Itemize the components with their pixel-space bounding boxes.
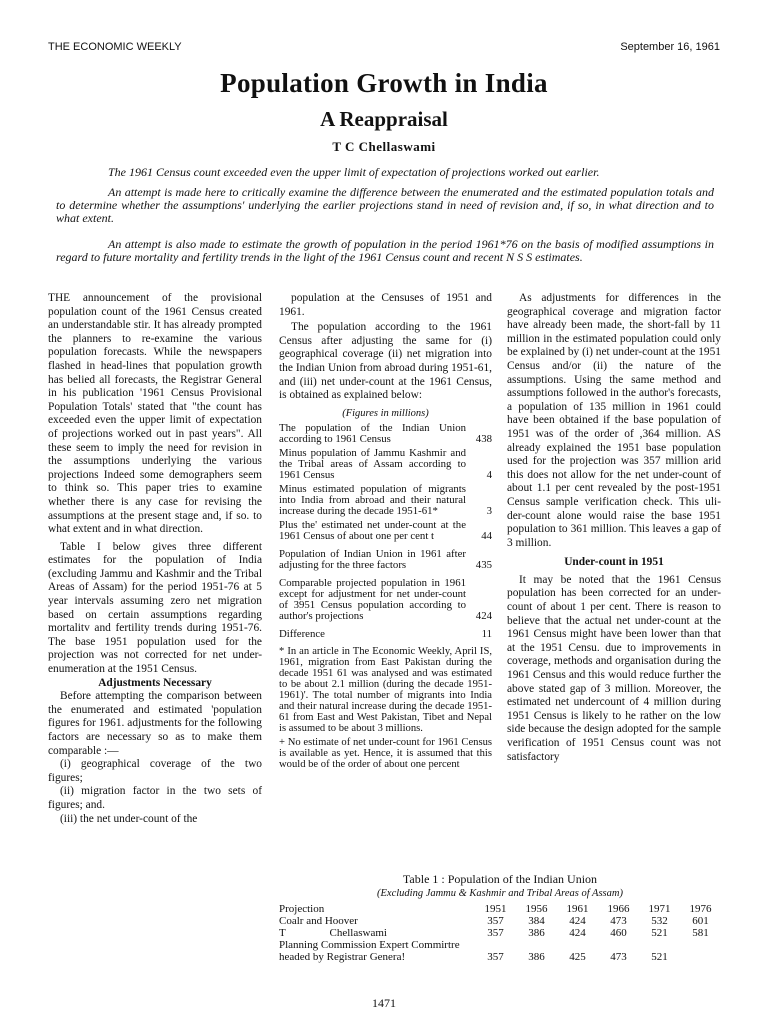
figure-label: Minus population of Jammu Kashmir and the Tribal areas of Assam according to 1961 Census [279, 447, 466, 482]
figure-label: Comparable projected population in 1961 except for adjustment for net under-count of 3951 Census population according to author's projections [279, 577, 466, 623]
journal-name: THE ECONOMIC WEEKLY [48, 41, 182, 53]
table-header-cell: 1951 [484, 903, 507, 915]
figures-caption: (Figures in millions) [342, 407, 429, 419]
figure-value: 3 [486, 505, 492, 518]
table-row-label: Planning Commission Expert Commirtre headed by Registrar Genera! [279, 939, 463, 963]
table-cell: 473 [610, 951, 627, 963]
figures-list [279, 423, 492, 640]
abstract-paragraph-2: An attempt is made here to critically examine the difference between the enumerated and the estimated population totals and to determine whether the assumptions' underlying the earlier projections stand in need of revision and, if so, in what direction and to what extent. [56, 185, 714, 225]
figure-row [279, 448, 492, 481]
body-paragraph: population at the Censuses of 1951 and 1961. [279, 292, 492, 318]
population-table [279, 903, 721, 963]
body-paragraph: THE announcement of the provisional population count of the 1961 Census created an understandable stir. It has already prompted the planners to re-examine the various population forecasts. While the newspapers flashed in head-lines that population growth has belied all forecasts, the Registrar General in his publication '1961 Census Provisional Population Totals' stated that "the count has exceeded even the upper limit of expectation of projections worked out in past years". All these seem to imply the need for revision in the assumptions underlying the various projections Indeed some demographers seem to think so. This paper tries to examine whether there is any case for revising the assumptions at the present stage and, if so. to what extent and in what direction. [48, 292, 262, 536]
table-header-cell: Projection [279, 903, 325, 915]
table-cell: 357 [487, 915, 504, 927]
table-cell: 357 [487, 927, 504, 939]
table-cell: 425 [569, 951, 586, 963]
body-paragraph: Table I below gives three different estimates for the population of India (excluding Jammu and Kashmir and the Tribal Areas of Assam) for the period 1951-76 at 5 year intervals assuming zero net migration based on certain assumptions regarding mortalitv and fertility trends during 1951-76. The base 1951 population used for the projection was not corrected for net under-enumeration at the 1951 Census. [48, 540, 262, 676]
body-paragraph: As adjustments for differences in the geographical coverage and migration factor have already been made, the short-fall by 11 million in the estimated population could only be explained by (i) net under-count at the 1951 Census and/or (ii) the nature of the assumptions. Using the same method and assumptions followed in the author's forecasts, a population of 135 million in 1961 could have been obtained if the base population of 1951 was of the order of ,364 million. AS already explained the 1951 base population used for the projection was 357 million arid this does not allow for the net under-count of about 1.1 per cent revealed by the post-1951 Census sample verification check. This uli-der-count alone would raise the base 1951 population to 361 million. This leaves a gap of 3 million. [507, 292, 721, 549]
table-cell: 357 [487, 951, 504, 963]
table-cell: 386 [528, 951, 545, 963]
figure-value: 44 [481, 530, 492, 543]
table-header-cell: 1961 [566, 903, 589, 915]
list-item: (iii) the net under-count of the [60, 812, 198, 825]
page-number: 1471 [372, 996, 396, 1010]
figure-label: The population of the Indian Union according to 1961 Census [279, 422, 466, 446]
section-heading: Adjustments Necessary [98, 676, 212, 689]
figure-row [279, 549, 492, 571]
table-cell: 473 [610, 915, 627, 927]
column-2 [279, 292, 492, 770]
issue-date: September 16, 1961 [620, 41, 720, 53]
table-cell: 581 [692, 927, 709, 939]
figure-row [279, 484, 492, 517]
column-3 [507, 292, 721, 764]
table-title: Table 1 : Population of the Indian Union [402, 872, 598, 886]
figure-value: 4 [486, 469, 492, 482]
table-cell: 460 [610, 927, 627, 939]
figure-label: Plus the' estimated net under-count at the 1961 Census of about one per cent t [279, 519, 466, 543]
table-cell: 384 [528, 915, 545, 927]
table-row [279, 915, 721, 927]
table-cell: 424 [569, 927, 586, 939]
figure-row [279, 520, 492, 542]
figure-value: 435 [475, 559, 492, 572]
table-cell: 601 [692, 915, 709, 927]
table-header-cell: 1966 [607, 903, 630, 915]
table-cell [680, 939, 721, 963]
table-cell: 532 [651, 915, 668, 927]
table-cell: 521 [651, 951, 668, 963]
abstract-paragraph-3: An attempt is also made to estimate the growth of population in the period 1961*76 on the basis of modified assumptions in regard to future mortality and fertility trends in the light of the 1961 Census count and recent N S S estimates. [56, 237, 714, 264]
table-header-cell: 1956 [525, 903, 548, 915]
article-subtitle: A Reappraisal [320, 107, 448, 131]
column-1 [48, 292, 262, 826]
footnote: * In an article in The Economic Weekly, April IS, 1961, migration from East Pakistan during the decade 1951 61 was analysed and was estimated to be about 2.1 million (during the decade 1951-1961)'. The total number of migrants into India and their natural increase during the decade 1951-61 from East and West Pakistan, Tibet and Nepal is assumed to be about 3 millions. [279, 646, 492, 735]
article-author: T C Chellaswami [332, 139, 436, 154]
figure-value: 438 [475, 433, 492, 446]
table-header-cell: 1971 [648, 903, 671, 915]
list-item: (ii) migration factor in the two sets of figures; and. [48, 785, 262, 811]
body-paragraph: The population according to the 1961 Census after adjusting the same for (i) geographical coverage (ii) net migration into the Indian Union from abroad during 1951-61, and (iii) net under-count at the 1961 Census, is obtained as explained below: [279, 321, 492, 402]
footnote: + No estimate of net under-count for 1961 Census is available as yet. Hence, it is assumed that this would be of the order of about one percent [279, 737, 492, 771]
abstract-paragraph-1: The 1961 Census count exceeded even the upper limit of expectation of projections worked out earlier. [108, 165, 600, 179]
table-row [279, 927, 721, 939]
table-cell: 521 [651, 927, 668, 939]
body-paragraph: Before attempting the comparison between the enumerated and estimated 'population figures for 1961. adjustments for the following factors are necessary so as to make them comparable :— [48, 690, 262, 757]
figure-label: Minus estimated population of migrants into India from abroad and their natural increase during the decade 1951-61* [279, 483, 466, 518]
table-row-label: Coalr and Hoover [279, 915, 358, 927]
article-title: Population Growth in India [220, 68, 548, 98]
table-row-label: T Chellaswami [279, 927, 387, 939]
table-row [279, 939, 721, 963]
figure-value: 424 [475, 610, 492, 623]
figure-value: 11 [481, 628, 492, 641]
table-cell: 424 [569, 915, 586, 927]
list-item: (i) geographical coverage of the two figures; [48, 758, 262, 784]
table-header-cell: 1976 [689, 903, 712, 915]
figure-row [279, 423, 492, 445]
table-subtitle: (Excluding Jammu & Kashmir and Tribal Areas of Assam) [377, 888, 623, 899]
figure-row [279, 629, 492, 640]
figure-label: Population of Indian Union in 1961 after adjusting for the three factors [279, 548, 466, 572]
table-header-row [279, 903, 721, 915]
section-heading: Under-count in 1951 [564, 556, 664, 569]
figure-label: Difference [279, 628, 325, 641]
table-cell: 386 [528, 927, 545, 939]
figure-row [279, 578, 492, 622]
body-paragraph: It may be noted that the 1961 Census population has been corrected for an under-count of about 1 per cent. There is reason to believe that the actual net under-count at the 1961 Census might have been lower than that at the 1951 Censu. due to improvements in coverage, methods and organisation during the 1961 Census and this would reduce further the above stated gap of 3 million. Moreover, the estimated net undercount of 4 million during 1951 Census is likely to he rather on the low side because the design adopted for the sample verification of 1951 Census count was not satisfactory [507, 573, 721, 763]
